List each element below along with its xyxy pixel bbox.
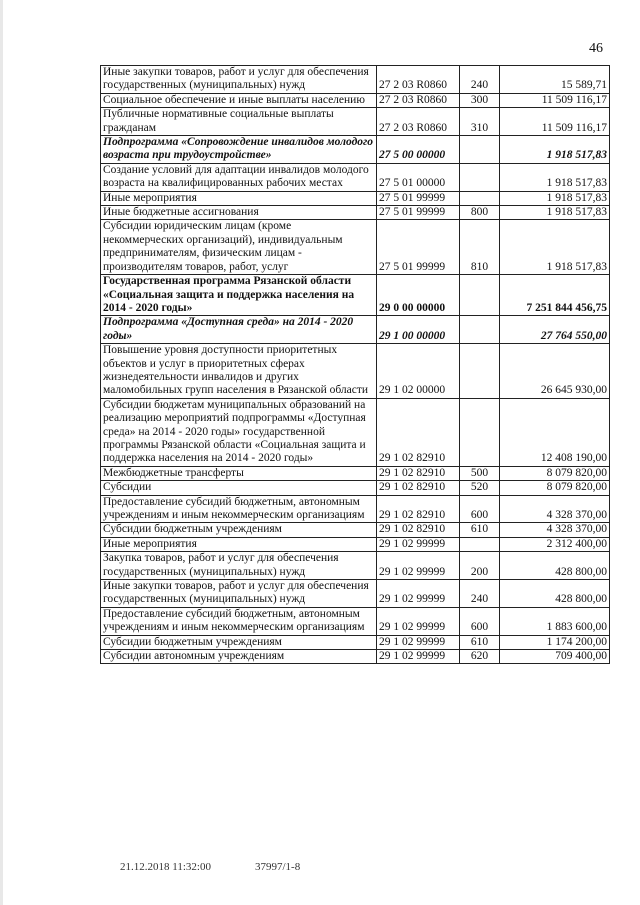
row-name-cell: Повышение уровня доступности приоритетных объектов и услуг в приоритетных сферах жизнедеятельности инвалидов и других маломобильных групп населения в Рязанской области bbox=[101, 344, 377, 399]
table-row bbox=[101, 206, 610, 220]
row-amount-cell: 11 509 116,17 bbox=[500, 108, 610, 136]
row-code-cell: 29 0 00 00000 bbox=[377, 275, 460, 316]
table-row bbox=[101, 552, 610, 580]
table-row bbox=[101, 163, 610, 191]
row-type-cell bbox=[460, 163, 500, 191]
row-name-cell: Иные закупки товаров, работ и услуг для обеспечения государственных (муниципальных) нужд bbox=[101, 580, 377, 608]
row-name-cell: Подпрограмма «Доступная среда» на 2014 - 2020 годы» bbox=[101, 316, 377, 344]
table-row bbox=[101, 580, 610, 608]
row-name-cell: Иные мероприятия bbox=[101, 191, 377, 205]
row-type-cell: 240 bbox=[460, 66, 500, 94]
row-amount-cell: 12 408 190,00 bbox=[500, 398, 610, 466]
row-code-cell: 29 1 02 82910 bbox=[377, 481, 460, 495]
row-amount-cell: 709 400,00 bbox=[500, 650, 610, 664]
row-code-cell: 27 2 03 R0860 bbox=[377, 108, 460, 136]
row-amount-cell: 1 918 517,83 bbox=[500, 191, 610, 205]
row-amount-cell: 428 800,00 bbox=[500, 580, 610, 608]
footer-date: 21.12.2018 11:32:00 bbox=[120, 861, 211, 873]
row-type-cell: 520 bbox=[460, 481, 500, 495]
row-name-cell: Государственная программа Рязанской области «Социальная защита и поддержка населения на 2014 - 2020 годы» bbox=[101, 275, 377, 316]
row-type-cell: 500 bbox=[460, 466, 500, 480]
row-code-cell: 29 1 02 82910 bbox=[377, 466, 460, 480]
table-row bbox=[101, 220, 610, 275]
table-row bbox=[101, 344, 610, 399]
row-type-cell: 600 bbox=[460, 495, 500, 523]
table-row bbox=[101, 607, 610, 635]
row-code-cell: 29 1 02 00000 bbox=[377, 344, 460, 399]
row-code-cell: 29 1 02 99999 bbox=[377, 607, 460, 635]
row-amount-cell: 1 918 517,83 bbox=[500, 163, 610, 191]
row-amount-cell: 26 645 930,00 bbox=[500, 344, 610, 399]
table-row bbox=[101, 316, 610, 344]
table-row bbox=[101, 93, 610, 107]
row-type-cell bbox=[460, 191, 500, 205]
row-amount-cell: 27 764 550,00 bbox=[500, 316, 610, 344]
row-type-cell bbox=[460, 344, 500, 399]
table-row bbox=[101, 398, 610, 466]
row-code-cell: 29 1 02 99999 bbox=[377, 552, 460, 580]
footer-document-id: 37997/1-8 bbox=[255, 861, 301, 873]
table-row bbox=[101, 275, 610, 316]
row-code-cell: 29 1 00 00000 bbox=[377, 316, 460, 344]
row-type-cell: 810 bbox=[460, 220, 500, 275]
row-amount-cell: 1 918 517,83 bbox=[500, 220, 610, 275]
row-amount-cell: 1 174 200,00 bbox=[500, 635, 610, 649]
row-code-cell: 29 1 02 99999 bbox=[377, 537, 460, 551]
row-type-cell bbox=[460, 398, 500, 466]
row-amount-cell: 8 079 820,00 bbox=[500, 466, 610, 480]
row-type-cell bbox=[460, 136, 500, 164]
row-name-cell: Субсидии юридическим лицам (кроме некоммерческих организаций), индивидуальным предпринимателям, физическим лицам - производителям товаров, работ, услуг bbox=[101, 220, 377, 275]
row-type-cell: 240 bbox=[460, 580, 500, 608]
budget-table-body bbox=[101, 66, 610, 664]
row-name-cell: Субсидии bbox=[101, 481, 377, 495]
row-code-cell: 27 2 03 R0860 bbox=[377, 93, 460, 107]
row-type-cell: 600 bbox=[460, 607, 500, 635]
table-row bbox=[101, 481, 610, 495]
row-name-cell: Субсидии бюджетным учреждениям bbox=[101, 635, 377, 649]
row-name-cell: Субсидии автономным учреждениям bbox=[101, 650, 377, 664]
table-row bbox=[101, 108, 610, 136]
table-row bbox=[101, 66, 610, 94]
row-amount-cell: 4 328 370,00 bbox=[500, 523, 610, 537]
row-code-cell: 27 5 01 99999 bbox=[377, 191, 460, 205]
page-number: 46 bbox=[589, 41, 603, 56]
row-amount-cell: 15 589,71 bbox=[500, 66, 610, 94]
row-code-cell: 27 5 01 99999 bbox=[377, 220, 460, 275]
row-code-cell: 29 1 02 99999 bbox=[377, 635, 460, 649]
row-amount-cell: 428 800,00 bbox=[500, 552, 610, 580]
row-name-cell: Создание условий для адаптации инвалидов молодого возраста на квалифицированных рабочих местах bbox=[101, 163, 377, 191]
row-type-cell bbox=[460, 316, 500, 344]
row-code-cell: 27 5 01 00000 bbox=[377, 163, 460, 191]
row-type-cell: 310 bbox=[460, 108, 500, 136]
row-type-cell bbox=[460, 537, 500, 551]
row-name-cell: Закупка товаров, работ и услуг для обеспечения государственных (муниципальных) нужд bbox=[101, 552, 377, 580]
table-row bbox=[101, 191, 610, 205]
row-type-cell: 620 bbox=[460, 650, 500, 664]
row-code-cell: 29 1 02 82910 bbox=[377, 523, 460, 537]
row-name-cell: Субсидии бюджетам муниципальных образований на реализацию мероприятий подпрограммы «Доступная среда» на 2014 - 2020 годы» государственной программы Рязанской области «Социальная защита и поддержка населения на 2014 - 2020 годы» bbox=[101, 398, 377, 466]
row-amount-cell: 4 328 370,00 bbox=[500, 495, 610, 523]
row-type-cell: 610 bbox=[460, 635, 500, 649]
table-row bbox=[101, 466, 610, 480]
table-row bbox=[101, 650, 610, 664]
row-name-cell: Иные бюджетные ассигнования bbox=[101, 206, 377, 220]
row-code-cell: 29 1 02 99999 bbox=[377, 650, 460, 664]
row-code-cell: 27 2 03 R0860 bbox=[377, 66, 460, 94]
row-code-cell: 29 1 02 82910 bbox=[377, 495, 460, 523]
row-amount-cell: 2 312 400,00 bbox=[500, 537, 610, 551]
row-name-cell: Социальное обеспечение и иные выплаты населению bbox=[101, 93, 377, 107]
table-row bbox=[101, 495, 610, 523]
row-amount-cell: 7 251 844 456,75 bbox=[500, 275, 610, 316]
table-row bbox=[101, 136, 610, 164]
table-row bbox=[101, 537, 610, 551]
row-amount-cell: 1 918 517,83 bbox=[500, 136, 610, 164]
row-name-cell: Субсидии бюджетным учреждениям bbox=[101, 523, 377, 537]
budget-table bbox=[100, 65, 610, 664]
row-name-cell: Подпрограмма «Сопровождение инвалидов молодого возраста при трудоустройстве» bbox=[101, 136, 377, 164]
row-type-cell: 200 bbox=[460, 552, 500, 580]
row-type-cell: 800 bbox=[460, 206, 500, 220]
table-row bbox=[101, 523, 610, 537]
row-type-cell: 300 bbox=[460, 93, 500, 107]
row-amount-cell: 11 509 116,17 bbox=[500, 93, 610, 107]
row-code-cell: 29 1 02 82910 bbox=[377, 398, 460, 466]
row-type-cell bbox=[460, 275, 500, 316]
row-type-cell: 610 bbox=[460, 523, 500, 537]
row-amount-cell: 8 079 820,00 bbox=[500, 481, 610, 495]
row-amount-cell: 1 918 517,83 bbox=[500, 206, 610, 220]
row-name-cell: Межбюджетные трансферты bbox=[101, 466, 377, 480]
row-name-cell: Иные закупки товаров, работ и услуг для обеспечения государственных (муниципальных) нужд bbox=[101, 66, 377, 94]
row-name-cell: Публичные нормативные социальные выплаты гражданам bbox=[101, 108, 377, 136]
row-code-cell: 29 1 02 99999 bbox=[377, 580, 460, 608]
row-name-cell: Предоставление субсидий бюджетным, автономным учреждениям и иным некоммерческим организациям bbox=[101, 607, 377, 635]
row-code-cell: 27 5 01 99999 bbox=[377, 206, 460, 220]
row-amount-cell: 1 883 600,00 bbox=[500, 607, 610, 635]
scan-edge bbox=[0, 0, 3, 905]
table-row bbox=[101, 635, 610, 649]
row-name-cell: Иные мероприятия bbox=[101, 537, 377, 551]
row-code-cell: 27 5 00 00000 bbox=[377, 136, 460, 164]
row-name-cell: Предоставление субсидий бюджетным, автономным учреждениям и иным некоммерческим организациям bbox=[101, 495, 377, 523]
